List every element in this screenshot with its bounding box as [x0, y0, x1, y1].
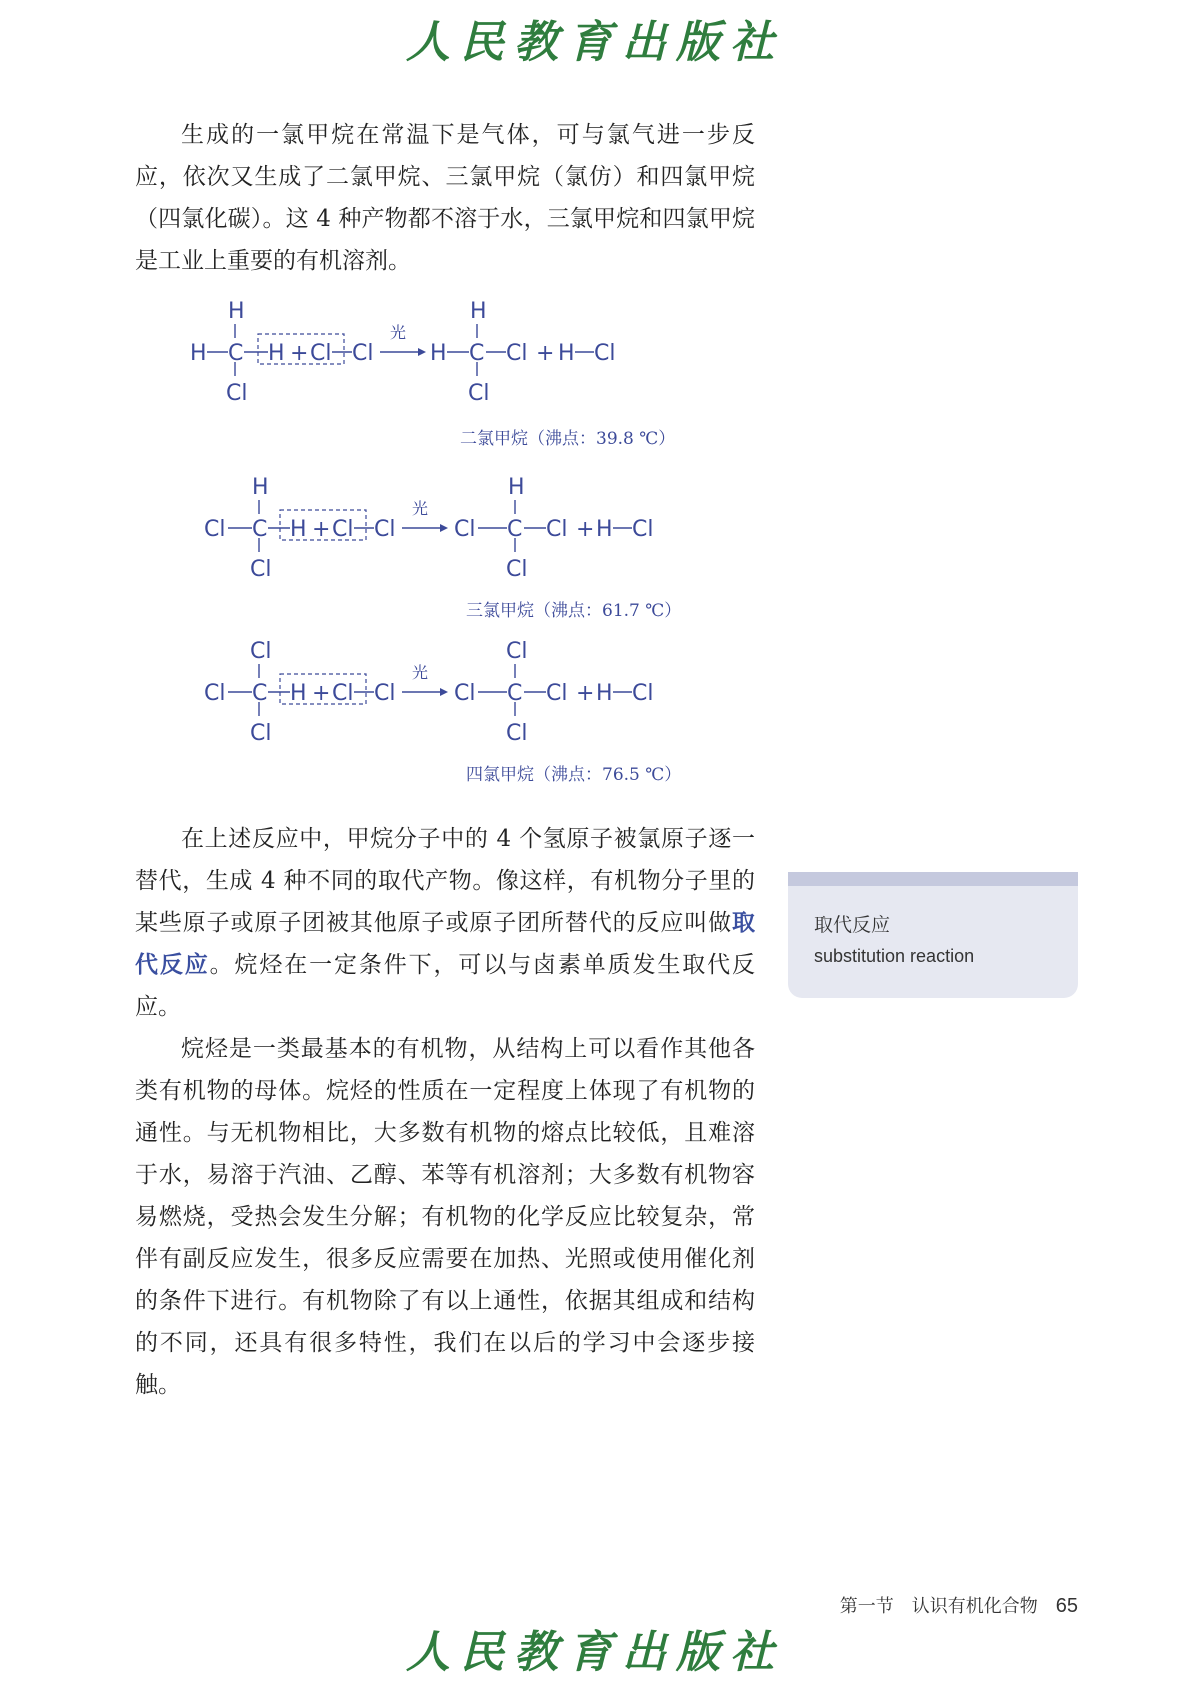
atom-c: C — [252, 517, 268, 542]
atom-cl: Cl — [250, 640, 272, 664]
atom-h: H — [470, 300, 487, 324]
term-substitution-reaction: 取代反应 — [135, 909, 755, 978]
atom-cl: Cl — [204, 517, 226, 542]
page-footer — [840, 1592, 1078, 1618]
page-number: 65 — [1055, 1595, 1078, 1617]
condition-light: 光 — [390, 323, 407, 342]
atom-cl: Cl — [310, 341, 332, 366]
plus-sign: + — [576, 517, 595, 542]
atom-cl: Cl — [332, 517, 354, 542]
atom-cl: Cl — [374, 517, 396, 542]
atom-cl: Cl — [468, 381, 490, 406]
paragraph-text: 。烷烃在一定条件下，可以与卤素单质发生取代反应。 — [135, 952, 755, 1020]
caption-dichloromethane: 二氯甲烷（沸点：39.8 ℃） — [460, 429, 676, 449]
atom-cl: Cl — [506, 721, 528, 746]
plus-sign: + — [576, 681, 595, 706]
publisher-logo-top: 人民教育出版社 — [406, 17, 784, 68]
atom-cl: Cl — [454, 517, 476, 542]
atom-c: C — [507, 681, 523, 706]
publisher-logo-bottom: 人民教育出版社 — [406, 1627, 784, 1678]
atom-cl: Cl — [374, 681, 396, 706]
atom-h: H — [558, 341, 575, 366]
atom-cl: Cl — [506, 557, 528, 582]
atom-cl: Cl — [546, 517, 568, 542]
glossary-term-zh: 取代反应 — [814, 914, 891, 936]
caption-trichloromethane: 三氯甲烷（沸点：61.7 ℃） — [466, 601, 682, 621]
section-title: 第一节 认识有机化合物 — [839, 1596, 1038, 1617]
atom-h: H — [290, 681, 307, 706]
paragraph-chloromethanes: 生成的一氯甲烷在常温下是气体，可与氯气进一步反应，依次又生成了二氯甲烷、三氯甲烷（氯仿）和四氯甲烷（四氯化碳）。这 4 种产物都不溶于水，三氯甲烷和四氯甲烷是工业上重要的有机溶剂。 — [135, 122, 755, 274]
atom-cl: Cl — [332, 681, 354, 706]
atom-c: C — [469, 341, 485, 366]
atom-h: H — [508, 476, 525, 500]
plus-sign: + — [536, 341, 555, 366]
atom-h: H — [290, 517, 307, 542]
atom-cl: Cl — [250, 721, 272, 746]
paragraph-text: 在上述反应中，甲烷分子中的 4 个氢原子被氯原子逐一替代，生成 4 种不同的取代产物。像这样，有机物分子里的某些原子或原子团被其他原子或原子团所替代的反应叫做 — [135, 826, 755, 936]
atom-h: H — [268, 341, 285, 366]
atom-h: H — [228, 300, 245, 324]
atom-cl: Cl — [506, 341, 528, 366]
atom-cl: Cl — [250, 557, 272, 582]
atom-cl: Cl — [204, 681, 226, 706]
atom-cl: Cl — [632, 517, 654, 542]
paragraph-alkane-properties: 烷烃是一类最基本的有机物，从结构上可以看作其他各类有机物的母体。烷烃的性质在一定程度上体现了有机物的通性。与无机物相比，大多数有机物的熔点比较低，且难溶于水，易溶于汽油、乙醇、苯等有机溶剂；大多数有机物容易燃烧，受热会发生分解；有机物的化学反应比较复杂，常伴有副反应发生，很多反应需要在加热、光照或使用催化剂的条件下进行。有机物除了有以上通性，依据其组成和结构的不同，还具有很多特性，我们在以后的学习中会逐步接触。 — [135, 1036, 755, 1398]
paragraph-substitution — [135, 818, 755, 1028]
glossary-term-en: substitution reaction — [814, 946, 975, 966]
atom-cl: Cl — [594, 341, 616, 366]
atom-c: C — [228, 341, 244, 366]
plus-sign: + — [312, 517, 331, 542]
atom-h: H — [190, 341, 207, 366]
atom-cl: Cl — [506, 640, 528, 664]
atom-c: C — [252, 681, 268, 706]
atom-cl: Cl — [226, 381, 248, 406]
atom-h: H — [596, 517, 613, 542]
glossary-sidebox — [788, 872, 1078, 998]
plus-sign: + — [290, 341, 309, 366]
atom-h: H — [596, 681, 613, 706]
atom-cl: Cl — [632, 681, 654, 706]
atom-h: H — [430, 341, 447, 366]
condition-light: 光 — [412, 663, 429, 682]
atom-cl: Cl — [454, 681, 476, 706]
atom-cl: Cl — [352, 341, 374, 366]
atom-c: C — [507, 517, 523, 542]
plus-sign: + — [312, 681, 331, 706]
atom-h: H — [252, 476, 269, 500]
atom-cl: Cl — [546, 681, 568, 706]
caption-tetrachloromethane: 四氯甲烷（沸点：76.5 ℃） — [466, 765, 682, 785]
condition-light: 光 — [412, 499, 429, 518]
